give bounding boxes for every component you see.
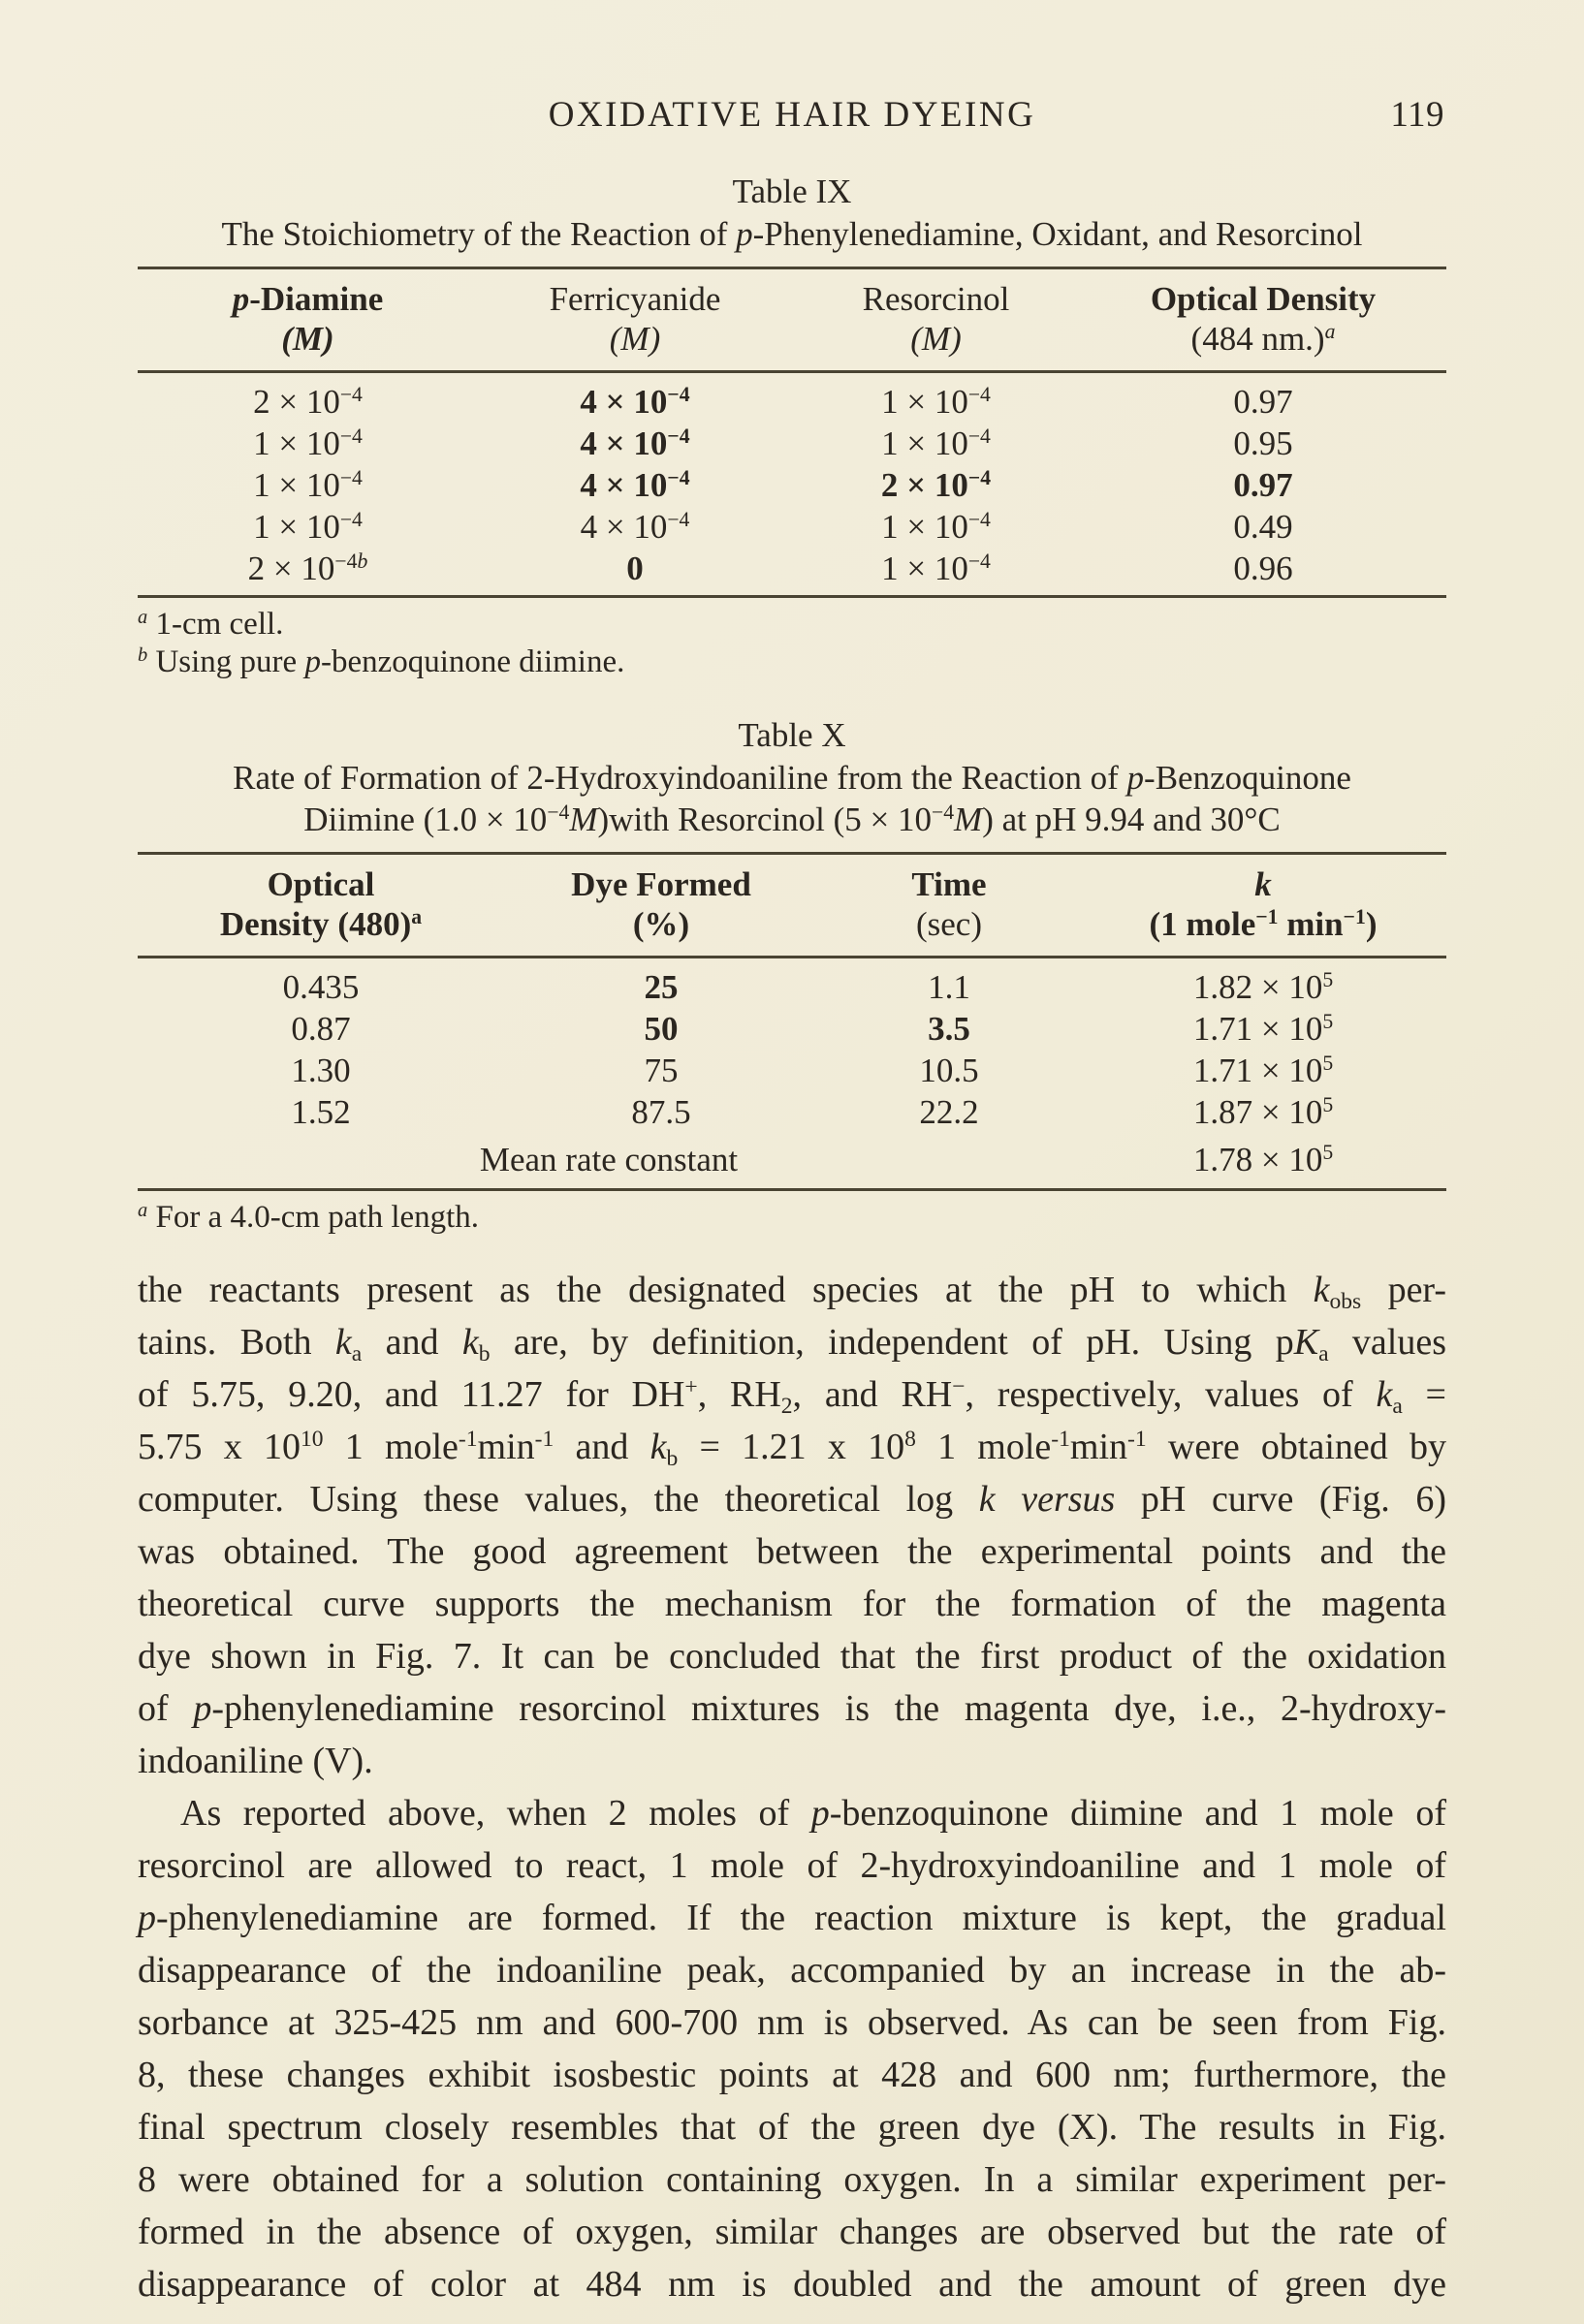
table-x-footnotes: [138, 1199, 1446, 1237]
column-header-line: (1 mole$^{-1}$ $\min^{-1}$): [1149, 905, 1378, 943]
text-line: resorcinol are allowed to react, 1 mole of 2-hydroxyindoaniline and 1 mole of: [138, 1845, 1446, 1886]
table-cell: $1 \times 10^{-4}$: [881, 550, 991, 587]
column-header-line: Optical: [267, 865, 375, 903]
column-header-line: (M): [609, 320, 661, 358]
table-row: [138, 506, 1446, 548]
table-cell: 0: [626, 550, 644, 587]
column-header-line: k: [1254, 865, 1272, 903]
column-header-line: Optical Density: [1150, 280, 1377, 318]
column-header-line: (%): [632, 905, 690, 943]
table-cell: 10.5: [919, 1052, 979, 1089]
table-cell: 0.87: [291, 1010, 351, 1048]
mean-rate-row: [138, 1139, 1446, 1190]
table-cell: $4 \times 10^{-4}$: [580, 424, 690, 462]
text-line: 8 were obtained for a solution containing oxygen. In a similar experiment per-: [138, 2159, 1446, 2200]
text-line: As reported above, when 2 moles of p-benzoquinone diimine and 1 mole of: [180, 1793, 1446, 1834]
footnote: $^b$ Using pure p-benzoquinone diimine.: [138, 644, 625, 679]
column-header-line: (M): [910, 320, 962, 358]
table-cell: $1.87 \times 10^5$: [1192, 1093, 1334, 1131]
column-header-line: (M): [281, 320, 334, 358]
table-cell: 0.435: [282, 968, 360, 1006]
table-ix-label: Table IX: [732, 173, 852, 210]
table-cell: $2 \times 10^{-4}$: [253, 383, 363, 421]
body-text: [138, 1264, 1446, 2310]
text-line: the reactants present as the designated species at the pH to which $k_{obs}$ per-: [138, 1270, 1446, 1314]
column-header-ferricyanide: [478, 268, 792, 372]
table-x: [138, 852, 1446, 1191]
table-ix-header: [138, 268, 1446, 372]
column-header-dye-formed: [504, 854, 818, 958]
column-header-line: (sec): [915, 905, 982, 943]
caption-line: The Stoichiometry of the Reaction of p-Phenylenediamine, Oxidant, and Resorcinol: [221, 215, 1363, 253]
mean-rate-value: $1.78 \times 10^5$: [1192, 1141, 1334, 1178]
caption-line: Rate of Formation of 2-Hydroxyindoaniline from the Reaction of p-Benzoquinone: [233, 759, 1351, 797]
table-row: [138, 1050, 1446, 1091]
text-line: disappearance of color at 484 nm is doubled and the amount of green dye: [138, 2264, 1446, 2305]
table-cell: $4 \times 10^{-4}$: [580, 508, 690, 546]
text-line: disappearance of the indoaniline peak, accompanied by an increase in the ab-: [138, 1950, 1446, 1991]
table-cell: $1 \times 10^{-4}$: [253, 508, 363, 546]
footnote: $^a$ For a 4.0-cm path length.: [138, 1199, 480, 1235]
column-header-line: p-Diamine: [232, 280, 384, 318]
page-content: [138, 0, 1446, 2310]
table-ix: [138, 267, 1446, 598]
column-header-line: Density $(480)^a$: [219, 905, 423, 943]
paragraph: [138, 1264, 1446, 1787]
table-cell: $1 \times 10^{-4}$: [253, 466, 363, 504]
table-x-section: [138, 714, 1446, 1237]
text-line: final spectrum closely resembles that of the green dye (X). The results in Fig.: [138, 2107, 1446, 2148]
text-line: of p-phenylenediamine resorcinol mixtures is the magenta dye, i.e., 2-hydroxy-: [138, 1688, 1446, 1729]
text-line: p-phenylenediamine are formed. If the reaction mixture is kept, the gradual: [138, 1898, 1446, 1938]
table-x-footer: [138, 1139, 1446, 1190]
table-cell: 87.5: [631, 1093, 691, 1131]
table-ix-caption: [138, 213, 1446, 255]
text-line: was obtained. The good agreement between the experimental points and the: [138, 1531, 1446, 1572]
table-cell: 1.30: [291, 1052, 351, 1089]
table-row: [138, 958, 1446, 1009]
column-header-p-diamine: [138, 268, 478, 372]
table-cell: 1.52: [291, 1093, 351, 1131]
table-x-caption: [138, 757, 1446, 840]
table-row: [138, 548, 1446, 597]
table-cell: $1 \times 10^{-4}$: [881, 424, 991, 462]
table-ix-section: [138, 171, 1446, 681]
table-cell: 0.95: [1233, 424, 1293, 462]
text-line: of 5.75, 9.20, and 11.27 for DH+, $RH_2$, and RH−, respectively, values of $k_a$ =: [138, 1374, 1446, 1419]
column-header-time: [818, 854, 1080, 958]
running-head-title: OXIDATIVE HAIR DYEING: [548, 95, 1036, 135]
caption-line: Diimine $(1.0 \times 10^{-4}M)with$ Resorcinol $(5 \times 10^{-4}M)$ at pH 9.94 and 30°C: [303, 801, 1281, 838]
column-header-resorcinol: [792, 268, 1080, 372]
table-x-body: [138, 958, 1446, 1140]
table-x-label: Table X: [738, 716, 846, 754]
table-cell: $2 \times 10^{-4b}$: [247, 550, 368, 587]
text-line: computer. Using these values, the theoretical log k versus pH curve (Fig. 6): [138, 1479, 1447, 1520]
footnote: $^a$ 1-cm cell.: [138, 606, 284, 642]
table-x-header: [138, 854, 1446, 958]
text-line: dye shown in Fig. 7. It can be concluded that the first product of the oxidation: [138, 1636, 1446, 1677]
column-header-line: Resorcinol: [862, 280, 1010, 318]
table-cell: 0.49: [1233, 508, 1293, 546]
table-cell: 22.2: [919, 1093, 979, 1131]
table-cell: 0.97: [1233, 466, 1293, 504]
running-head: [138, 93, 1446, 138]
table-ix-footnotes: [138, 606, 1446, 681]
table-cell: 25: [644, 968, 679, 1006]
table-cell: $1 \times 10^{-4}$: [881, 383, 991, 421]
table-cell: 50: [644, 1010, 679, 1048]
table-cell: $2 \times 10^{-4}$: [880, 466, 992, 504]
table-cell: $1 \times 10^{-4}$: [881, 508, 991, 546]
column-header-line: Dye Formed: [571, 865, 751, 903]
text-line: indoaniline (V).: [138, 1741, 373, 1781]
column-header-line: Ferricyanide: [549, 280, 721, 318]
paragraph: [138, 1787, 1446, 2310]
page-number: 119: [1390, 95, 1444, 135]
table-header-row: [138, 854, 1446, 958]
table-cell: 0.96: [1233, 550, 1293, 587]
table-cell: $1.71 \times 10^5$: [1192, 1010, 1334, 1048]
column-header-line: Time: [911, 865, 987, 903]
column-header-optical-density-480: [138, 854, 504, 958]
table-row: [138, 464, 1446, 506]
table-cell: $4 \times 10^{-4}$: [580, 466, 690, 504]
text-line: 5.75 x $10^{10}$ 1 $mole^{-1}\min^{-1}$ and $k_b = 1.21$ x $10^8$ 1 $mole^{-1}\min^{-1}$ were obtained by: [138, 1427, 1446, 1471]
table-cell: 1.1: [928, 968, 970, 1006]
column-header-rate-constant: [1080, 854, 1446, 958]
table-cell: $4 \times 10^{-4}$: [580, 383, 690, 421]
column-header-optical-density: [1080, 268, 1446, 372]
text-line: theoretical curve supports the mechanism for the formation of the magenta: [138, 1584, 1446, 1624]
table-row: [138, 372, 1446, 424]
mean-rate-label: Mean rate constant: [479, 1141, 739, 1178]
table-cell: $1.71 \times 10^5$: [1192, 1052, 1334, 1089]
table-cell: 3.5: [928, 1010, 970, 1048]
table-row: [138, 1091, 1446, 1139]
table-row: [138, 1008, 1446, 1050]
table-cell: 0.97: [1233, 383, 1293, 421]
text-line: 8, these changes exhibit isosbestic points at 428 and 600 nm; furthermore, the: [138, 2055, 1446, 2095]
text-line: tains. Both $k_a$ and $k_b$ are, by definition, independent of pH. Using $pK_a$ values: [138, 1322, 1446, 1366]
column-header-line: (484 nm.)$^a$: [1190, 320, 1336, 358]
table-ix-body: [138, 372, 1446, 597]
table-row: [138, 423, 1446, 464]
table-cell: $1.82 \times 10^5$: [1192, 968, 1334, 1006]
table-header-row: [138, 268, 1446, 372]
text-line: formed in the absence of oxygen, similar changes are observed but the rate of: [138, 2212, 1446, 2252]
table-cell: $1 \times 10^{-4}$: [253, 424, 363, 462]
text-line: sorbance at 325-425 nm and 600-700 nm is observed. As can be seen from Fig.: [138, 2002, 1446, 2043]
table-cell: 75: [644, 1052, 679, 1089]
